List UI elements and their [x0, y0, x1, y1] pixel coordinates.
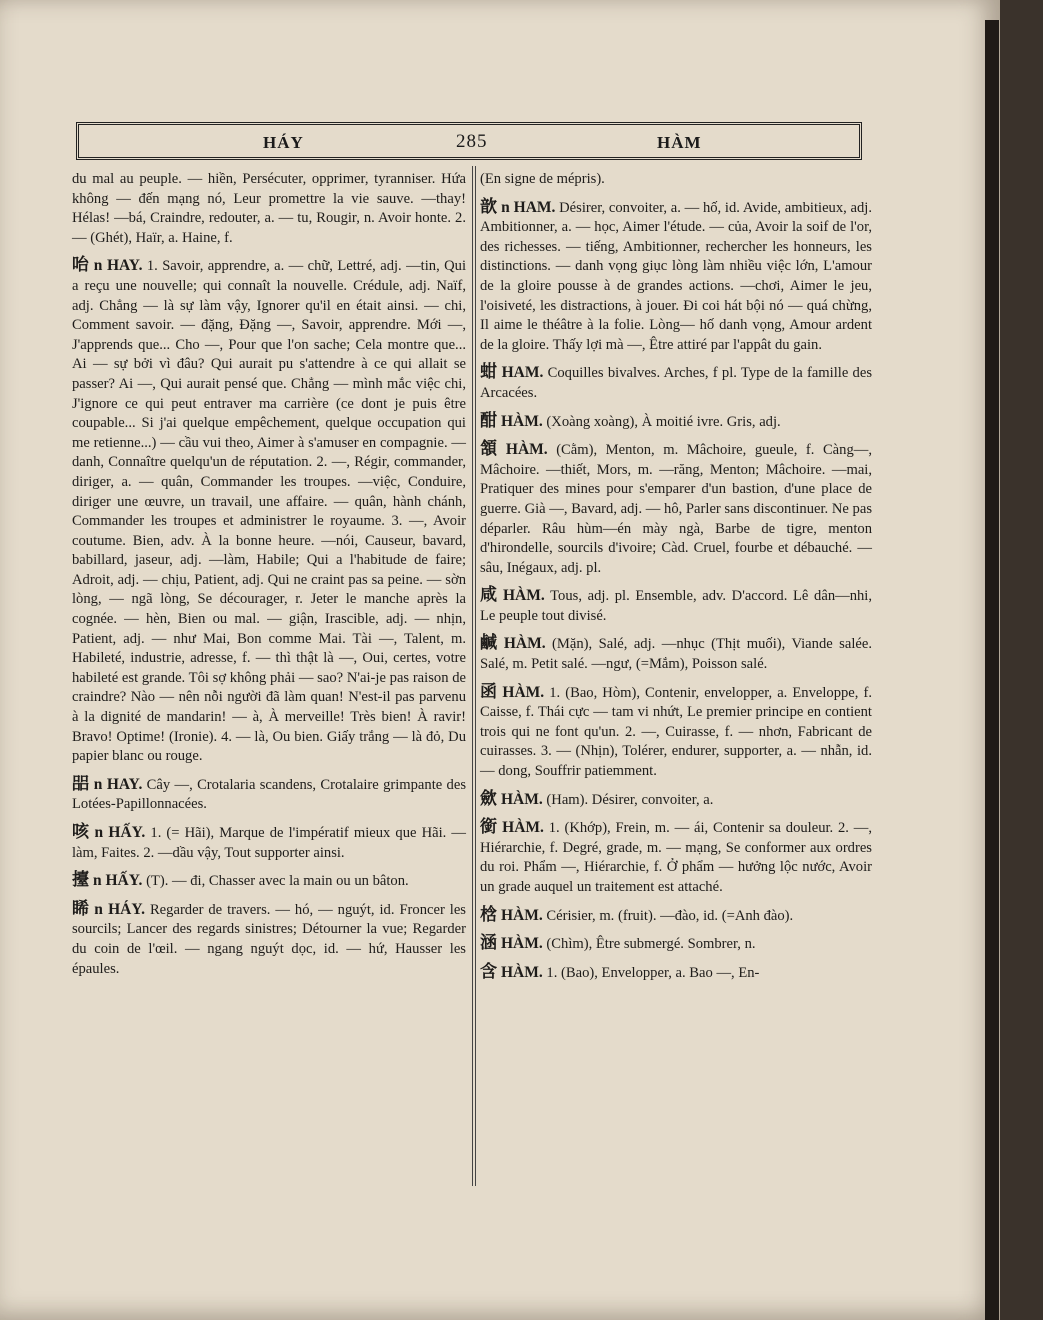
- entry-headword: HÀM.: [501, 906, 543, 924]
- entry-headword: n HAM.: [501, 198, 556, 216]
- dictionary-entry: [480, 634, 872, 674]
- han-character: 蚶: [480, 362, 498, 383]
- dictionary-entry: [480, 198, 872, 356]
- entry-headword: HÀM.: [501, 963, 543, 981]
- right-continuation-text: (En signe de mépris).: [480, 171, 605, 187]
- entry-headword: HÀM.: [502, 819, 544, 837]
- left-continuation-text: du mal au peuple. — hiền, Persécuter, opprimer, tyranniser. Hứa không — đến mạng nó, Leur promettre la vie sauve. —thay! Hélas! —bá, Craindre, redouter, a. — tu, Rougir, n. Avoir honte. 2. — (Ghét), Haïr, a. Haine, f.: [72, 171, 466, 246]
- entry-definition: (Mặn), Salé, adj. —nhục (Thịt muối), Viande salée. Salé, m. Petit salé. —ngư, (=Mắm), Poisson salé.: [480, 636, 872, 673]
- han-character: 歆: [480, 196, 498, 217]
- entry-headword: HÀM.: [505, 441, 548, 459]
- han-character: 頷: [480, 439, 502, 460]
- dictionary-entry: [72, 823, 466, 863]
- han-character: 睎: [72, 898, 91, 919]
- column-divider: [472, 166, 476, 1186]
- entry-headword: n HÁY.: [94, 900, 145, 918]
- han-character: 含: [480, 961, 497, 982]
- running-header: [76, 122, 862, 160]
- entry-definition: 1. (= Hãi), Marque de l'impératif mieux que Hãi. — làm, Faites. 2. —dầu vậy, Tout supporter ainsi.: [72, 825, 466, 861]
- han-character: 涵: [480, 933, 497, 954]
- han-character: 咳: [72, 822, 91, 842]
- page-number: 285: [456, 131, 488, 152]
- dictionary-entry: [480, 790, 872, 811]
- han-character: 咍: [72, 255, 90, 276]
- entry-headword: HAM.: [501, 364, 544, 382]
- book-binding-edge: [985, 20, 999, 1320]
- entry-definition: Cérisier, m. (fruit). —đào, id. (=Anh đào).: [546, 907, 794, 924]
- header-left-guide-word: HÁY: [263, 133, 304, 152]
- han-character: 歛: [480, 788, 497, 809]
- entry-definition: (Xoàng xoàng), À moitié ivre. Gris, adj.: [546, 413, 781, 430]
- entry-headword: HÀM.: [501, 935, 543, 953]
- entry-headword: HÀM.: [502, 683, 545, 701]
- right-column: [480, 170, 872, 991]
- entry-definition: (Cằm), Menton, m. Mâchoire, gueule, f. Càng—, Mâchoire. —thiết, Mors, m. —răng, Menton; Mâchoire. —mai, Pratiquer des mines pour s'emparer d'un bastion, d'une place de guerre. Già —, Bavard, adj. — hô, Parler sans discontinuer. Ne pas déparler. Râu hùm—én mày ngà, Barbe de tigre, menton d'hirondelle, sourcils d'ivoire; Càd. Cruel, fourbe et débauché. —sâu, Inégaux, adj. pl.: [480, 442, 872, 576]
- left-column: [72, 170, 466, 987]
- dictionary-entry: [72, 900, 466, 979]
- entry-definition: 1. (Bao, Hòm), Contenir, envelopper, a. Enveloppe, f. Caisse, f. Thái cực — tam vi nhứt, Le premier principe en contient trois qui ne font qu'un. 2. —, Cuirasse, f. — nhơn, Fabricant de cuirasses. 3. — (Nhịn), Tolérer, endurer, supporter, a. — nhẫn, id. — dong, Souffrir patiemment.: [480, 684, 872, 780]
- entry-headword: HÀM.: [503, 635, 546, 653]
- entry-definition: Tous, adj. pl. Ensemble, adv. D'accord. Lê dân—nhi, Le peuple tout divisé.: [480, 588, 873, 624]
- dictionary-entry: [480, 963, 872, 984]
- dictionary-entry: [480, 683, 872, 782]
- han-character: 函: [480, 681, 499, 702]
- han-character: 擡: [72, 870, 89, 891]
- dictionary-entry: [480, 412, 872, 433]
- han-character: 銜: [480, 817, 499, 838]
- dictionary-entry: [480, 818, 872, 897]
- entry-definition: Regarder de travers. — hó, — nguýt, id. Froncer les sourcils; Lancer des regards sinistres; Détourner la vue; Regarder du coin de l'œil. — ngang nguýt dọc, id. — hứ, Hausser les épaules.: [72, 901, 466, 977]
- entry-definition: Désirer, convoiter, a. — hố, id. Avide, ambitieux, adj. Ambitionner, a. — học, Aimer l'étude. — của, Avoir la soif de l'or, des richesses. — tiếng, Ambitionner, rechercher les honneurs, les distinctions. — danh vọng giục lòng làm nhiều việc lớn, L'amour de la gloire pousse à de grandes actions. —chơi, Aimer le jeu, l'oisiveté, les distractions, à jouer. Đi coi hát bội nó — quá chừng, Il aime le théâtre à la folie. Lòng— hố danh vọng, Amour ardent de la gloire. Thấy lợi mà —, Être attiré par l'appât du gain.: [480, 199, 873, 353]
- dictionary-entry: [480, 906, 872, 927]
- header-right-guide-word: HÀM: [657, 133, 702, 152]
- entry-definition: Cây —, Crotalaria scandens, Crotalaire grimpante des Lotées-Papillonnacées.: [72, 776, 467, 813]
- dictionary-entry: [480, 440, 872, 578]
- entry-headword: n HAY.: [93, 257, 143, 275]
- entry-definition: 1. Savoir, apprendre, a. — chữ, Lettré, adj. —tin, Qui a reçu une nouvelle; qui connaît la nouvelle. Crédule, adj. Naïf, adj. Chẳng — là sự làm vậy, Ignorer qu'il en était ainsi. — chi, Comment savoir. — đặng, Đặng —, Savoir, apprendre. Mới —, J'apprends que... Cho —, Pour que l'on sache; Cela montre que... Ai — sự bởi vì đâu? Qui aurait pu s'attendre à ce qui allait se passer? Ai —, Qui aurait pensé que. Chẳng — mình mắc việc chi, J'ignore ce qui peut entraver ma carrière (ce dont je puis être coupable... Si j'ai quelque empêchement, quelque occupation qui me retienne...) — cầu vui theo, Aimer à s'amuser en compagnie. —danh, Connaître quelqu'un de réputation. 2. —, Régir, commander, diriger, a. — quân, Commander les troupes. —việc, Conduire, diriger une œuvre, un travail, une affaire. — quân, hành chánh, Commander les troupes et administrer le royaume. 3. —, Avoir coutume. Bien, adv. À la bonne heure. —nói, Causeur, bavard, babillard, jaseur, adj. —làm, Habile; Qui a l'habitude de faire; Adroit, adj. — chịu, Patient, adj. Qui ne craint pas sa peine. — sờn lòng, — ngã lòng, Se décourager, r. Jeter le manche après la cognée. — hèn, Bien ou mal. — giận, Irascible, adj. — nhịn, Patient, adj. — như Mai, Bon comme Mai. Tài —, Talent, m. Habileté, industrie, adresse, f. — thì thật là —, Oui, certes, votre habileté est grande. Tôi sợ không phải — sao? N'ai-je pas raison de craindre? Nào — nên nỗi người đã làm quan! N'est-il pas parvenu à la dignité de mandarin! — à, À merveille! Très bien! À ravir! Bravo! Optime! (Ironie). 4. — là, Ou bien. Giấy trắng — là đỏ, Du papier blanc ou rouge.: [72, 258, 467, 765]
- entry-headword: n HẤY.: [94, 824, 146, 841]
- dictionary-entry: [480, 934, 872, 955]
- entry-headword: n HẤY.: [93, 872, 143, 890]
- entry-definition: (Ham). Désirer, convoiter, a.: [546, 791, 714, 808]
- entry-headword: HÀM.: [501, 790, 543, 808]
- entry-definition: 1. (Khớp), Frein, m. — ái, Contenir sa douleur. 2. —, Hiérarchie, f. Degré, grade, m. — mạng, Se conformer aux ordres du roi. Phẩm —, Hiérarchie, f. Ở phẩm — hưởng lộc nước, Avoir un grade auquel un traitement est attaché.: [480, 820, 872, 895]
- entry-headword: HÀM.: [501, 412, 543, 430]
- entry-definition: Coquilles bivalves. Arches, f pl. Type de la famille des Arcacées.: [480, 365, 873, 401]
- han-character: 酣: [480, 410, 497, 431]
- entry-headword: HÀM.: [503, 587, 545, 605]
- han-character: 咸: [480, 585, 499, 606]
- entry-definition: (T). — đi, Chasser avec la main ou un bâton.: [146, 873, 409, 890]
- han-character: 㗊: [72, 773, 90, 794]
- dictionary-entry: [72, 256, 466, 766]
- entry-headword: n HAY.: [93, 775, 143, 793]
- dictionary-entry: [480, 586, 872, 626]
- dictionary-entry: [480, 363, 872, 403]
- dictionary-entry: [72, 775, 466, 815]
- han-character: 鹹: [480, 633, 500, 654]
- han-character: 梒: [480, 904, 497, 925]
- entry-definition: 1. (Bao), Envelopper, a. Bao —, En-: [546, 964, 760, 981]
- entry-definition: (Chìm), Être submergé. Sombrer, n.: [546, 936, 756, 953]
- dictionary-entry: [72, 871, 466, 892]
